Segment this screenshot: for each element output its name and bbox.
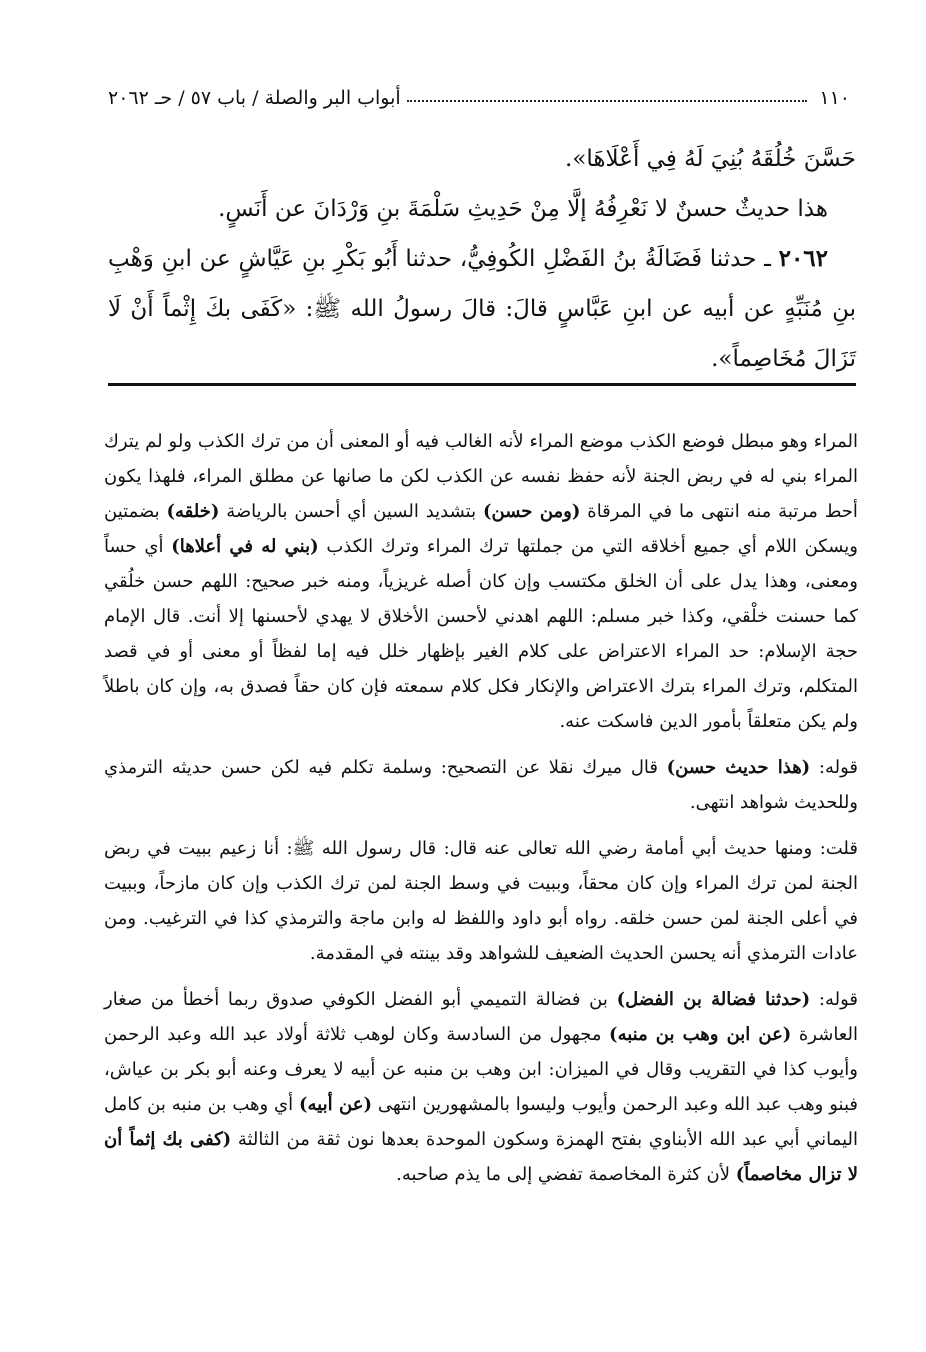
running-title: أبواب البر والصلة / باب ٥٧ / حـ ٢٠٦٢ [108,87,401,109]
commentary-text: قال ميرك نقلا عن التصحيح: وسلمة تكلم فيه لكن حسن حديثه الترمذي وللحديث شواهد انتهى. [104,757,858,813]
commentary-paragraph-2 [104,750,858,820]
bold-quote: (عن أبيه) [299,1094,372,1115]
commentary-section [104,424,858,1203]
bold-quote: (كفى بك إثماً أن لا تزال مخاصماً) [104,1129,858,1185]
commentary-text: قوله: [818,989,858,1010]
commentary-paragraph-4 [104,982,858,1192]
page-header [108,80,850,116]
hadith-main-text [108,134,856,384]
commentary-text: قوله: [818,757,858,778]
bold-quote: (بني له في أعلاها) [171,536,319,557]
hadith-number: ٢٠٦٢ [778,245,829,272]
commentary-text: أي حساً ومعنى، وهذا يدل على أن الخلق مكتسب وإن كان أصله غريزياً، ومنه خبر صحيح: اللهم حسن خلُقي كما حسنت خلْقي، وكذا خبر مسلم: اللهم اهدني لأحسن الأخلاق لا يهدي لأحسنها إلا أنت. قال الإمام حجة الإسلام: حد المراء الاعتراض على كلام الغير بإظهار خلل فيه إما لفظاً أو معنى أو في قصد المتكلم، وترك المراء بترك الاعتراض والإنكار فكل كلام سمعته فإن كان حقاً فصدق به، وإن كان باطلاً ولم يكن متعلقاً بأمور الدين فاسكت عنه. [104,536,858,732]
dotted-leader [407,100,808,102]
bold-quote: (عن ابن وهب بن منبه) [609,1024,792,1045]
commentary-paragraph-3 [104,831,858,971]
bold-quote: (ومن حسن) [483,501,581,522]
commentary-text: مجهول من السادسة وكان لوهب ثلاثة أولاد عبد الله وعبد الرحمن وأيوب كذا في التقريب وقال في الميزان: ابن وهب بن منبه عن أبيه لا يعرف وعنه أبو بكر بن عياش، فبنو وهب عبد الله وعبد الرحمن وأيوب وليسوا بالمشهورين انتهى [104,1024,858,1115]
bold-quote: (حدثنا فضالة بن الفضل) [616,989,811,1010]
main-line-2: هذا حديثٌ حسنٌ لا نَعْرِفُهُ إلَّا مِنْ حَدِيثِ سَلْمَةَ بنِ وَرْدَانَ عن أَنَسٍ. [218,196,828,222]
hadith-paragraph [108,234,856,384]
bold-quote: (هذا حديث حسن) [666,757,811,778]
commentary-text: بن فضالة التميمي أبو الفضل الكوفي صدوق ربما أخطأ من صغار العاشرة [104,989,858,1045]
commentary-paragraph-1 [104,424,858,739]
commentary-text: أي وهب بن منبه بن كامل اليماني أبي عبد الله الأبناوي بفتح الهمزة وسكون الموحدة بعدها نون ثقة من الثالثة [104,1094,858,1150]
page-number: ١١٠ [819,87,850,109]
commentary-text: بضمتين ويسكن اللام أي جميع أخلاقه التي من جملتها ترك المراء وترك الكذب [104,501,858,557]
bold-quote: (خلقه) [166,501,220,522]
footnote-divider [108,383,856,386]
hadith-text: ـ حدثنا فَضَالَةُ بنُ الفَضْلِ الكُوفِيُّ، حدثنا أَبُو بَكْرِ بنِ عَيَّاشٍ عن ابنِ وَهْبِ بنِ مُنَبِّهٍ عن أبيه عن ابنِ عَبَّاسٍ قالَ: قالَ رسولُ الله ﷺ: «كَفَى بكَ إِثْماً أَنْ لَا تَزَالَ مُخَاصِماً». [108,246,856,372]
commentary-text: المراء وهو مبطل فوضع الكذب موضع المراء لأنه الغالب فيه أو المعنى أن من ترك الكذب ولو لم يترك المراء بني له في ربض الجنة لأنه حفظ نفسه عن الكذب لكن ما صانها عن مطلق المراء، فلهذا يكون أحط مرتبة منه انتهى ما في المرقاة [104,431,858,522]
commentary-text: قلت: ومنها حديث أبي أمامة رضي الله تعالى عنه قال: قال رسول الله ﷺ: أنا زعيم ببيت في ربض الجنة لمن ترك المراء وإن كان محقاً، وببيت في وسط الجنة لمن ترك الكذب وإن كان مازحاً، وببيت في أعلى الجنة لمن حسن خلقه. رواه أبو داود واللفظ له وابن ماجة والترمذي كذا في الترغيب. ومن عادات الترمذي أنه يحسن الحديث الضعيف للشواهد وقد بينته في المقدمة. [104,838,858,964]
commentary-text: بتشديد السين أي أحسن بالرياضة [226,501,477,522]
main-line-1: حَسَّنَ خُلُقَهُ بُنِيَ لَهُ فِي أَعْلَاهَا». [565,146,856,172]
commentary-text: لأن كثرة المخاصمة تفضي إلى ما يذم صاحبه. [396,1164,730,1185]
